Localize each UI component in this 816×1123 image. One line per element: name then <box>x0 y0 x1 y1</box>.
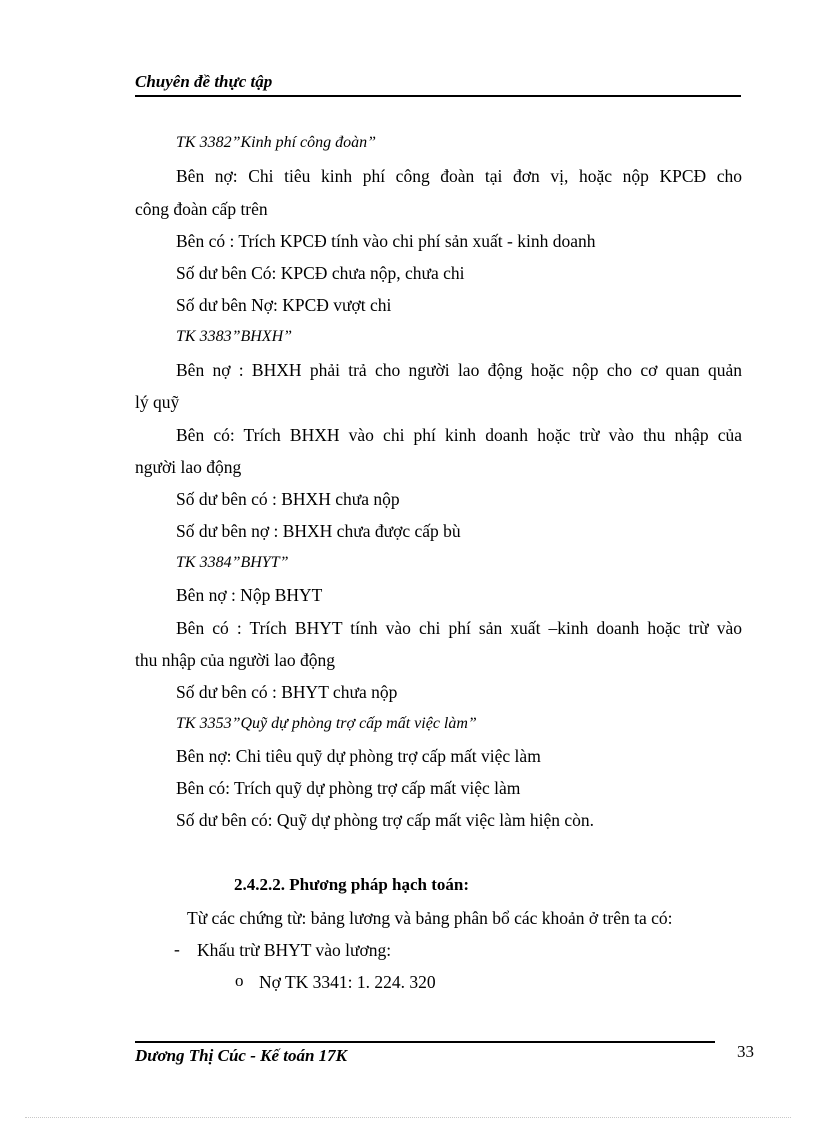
page-number: 33 <box>737 1042 754 1061</box>
intro-text: Từ các chứng từ: bảng lương và bảng phân bổ các khoản ở trên ta có: <box>187 908 673 928</box>
text-line: Số dư bên nợ : BHXH chưa được cấp bù <box>176 521 461 541</box>
text-line: lý quỹ <box>135 392 180 412</box>
text-line: Bên có: Trích BHXH vào chi phí kinh doanh hoặc trừ vào thu nhập của <box>176 425 742 445</box>
section-heading: 2.4.2.2. Phương pháp hạch toán: <box>234 875 470 894</box>
sub-bullet-item: Nợ TK 3341: 1. 224. 320 <box>259 972 436 992</box>
header-divider <box>135 95 741 97</box>
text-line: Bên nợ: Chi tiêu quỹ dự phòng trợ cấp mất việc làm <box>176 746 541 766</box>
text-line: Bên nợ : Nộp BHYT <box>176 585 323 605</box>
text-line: công đoàn cấp trên <box>135 199 268 219</box>
account-heading-3353: TK 3353”Quỹ dự phòng trợ cấp mất việc làm” <box>176 715 477 732</box>
circle-bullet: o <box>235 971 244 990</box>
page-header-title: Chuyên đề thực tập <box>135 72 273 91</box>
text-line: Bên nợ : BHXH phải trả cho người lao động hoặc nộp cho cơ quan quản <box>176 360 742 380</box>
text-line: Số dư bên có : BHXH chưa nộp <box>176 489 400 509</box>
text-line: Số dư bên Có: KPCĐ chưa nộp, chưa chi <box>176 263 465 283</box>
text-line: Bên có : Trích BHYT tính vào chi phí sản xuất –kinh doanh hoặc trừ vào <box>176 618 742 638</box>
text-line: Bên nợ: Chi tiêu kinh phí công đoàn tại đơn vị, hoặc nộp KPCĐ cho <box>176 166 742 186</box>
bullet-item: Khấu trừ BHYT vào lương: <box>197 940 392 960</box>
dash-bullet: - <box>174 939 180 959</box>
footer-divider <box>135 1041 715 1043</box>
text-line: thu nhập của người lao động <box>135 650 336 670</box>
account-heading-3384: TK 3384”BHYT” <box>176 554 289 571</box>
text-line: Số dư bên Nợ: KPCĐ vượt chi <box>176 295 392 315</box>
footer-author: Dương Thị Cúc - Kế toán 17K <box>135 1046 348 1065</box>
account-heading-3382: TK 3382”Kinh phí công đoàn” <box>176 134 377 151</box>
text-line: người lao động <box>135 457 242 477</box>
account-heading-3383: TK 3383”BHXH” <box>176 328 293 345</box>
text-line: Số dư bên có: Quỹ dự phòng trợ cấp mất việc làm hiện còn. <box>176 810 594 830</box>
text-line: Bên có : Trích KPCĐ tính vào chi phí sản xuất - kinh doanh <box>176 231 596 251</box>
text-line: Số dư bên có : BHYT chưa nộp <box>176 682 398 702</box>
text-line: Bên có: Trích quỹ dự phòng trợ cấp mất việc làm <box>176 778 521 798</box>
page-bottom-border <box>25 1117 791 1118</box>
